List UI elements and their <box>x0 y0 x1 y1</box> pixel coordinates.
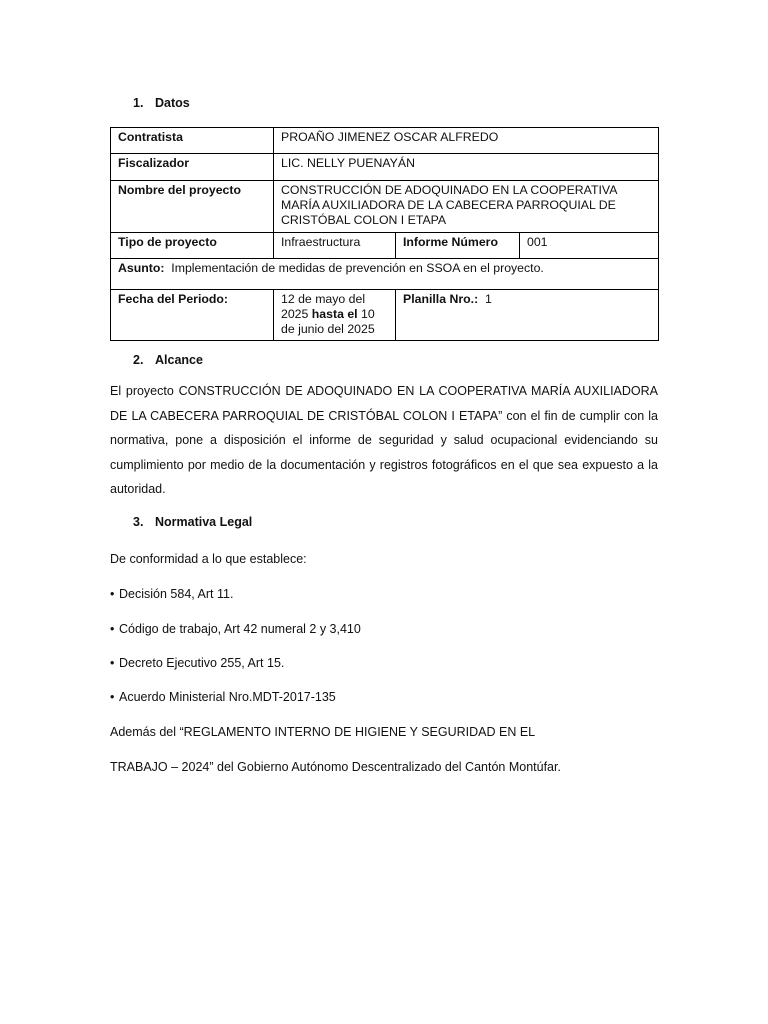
section-number: 3. <box>133 515 144 529</box>
informe-value: 001 <box>520 233 659 259</box>
list-item: Decisión 584, Art 11. <box>119 587 234 601</box>
list-item: Acuerdo Ministerial Nro.MDT-2017-135 <box>119 690 336 704</box>
table-row <box>111 259 659 290</box>
table-row <box>111 181 659 233</box>
section-title: Datos <box>155 96 190 110</box>
table-row <box>111 154 659 181</box>
table-row <box>111 233 659 259</box>
section-heading-datos <box>133 96 190 110</box>
ademas-line-2: TRABAJO – 2024” del Gobierno Autónomo Descentralizado del Cantón Montúfar. <box>110 760 561 774</box>
list-item: Decreto Ejecutivo 255, Art 15. <box>119 656 285 670</box>
fecha-start: 12 de mayo del 2025 <box>281 292 366 321</box>
section-heading-alcance <box>133 353 203 367</box>
fecha-end: 10 de junio del 2025 <box>281 307 375 336</box>
list-item: Código de trabajo, Art 42 numeral 2 y 3,410 <box>119 622 361 636</box>
proyecto-value: CONSTRUCCIÓN DE ADOQUINADO EN LA COOPERATIVA MARÍA AUXILIADORA DE LA CABECERA PARROQUIAL DE CRISTÓBAL COLON I ETAPA <box>274 181 659 233</box>
asunto-value: Implementación de medidas de prevención en SSOA en el proyecto. <box>171 261 544 275</box>
section-title: Alcance <box>155 353 203 367</box>
asunto-label: Asunto: <box>118 261 165 275</box>
planilla-label: Planilla Nro.: <box>403 292 479 306</box>
tipo-value: Infraestructura <box>274 233 396 259</box>
section-number: 1. <box>133 96 144 110</box>
ademas-line-1: Además del “REGLAMENTO INTERNO DE HIGIENE Y SEGURIDAD EN EL <box>110 725 536 739</box>
table-row <box>111 290 659 341</box>
normativa-item <box>110 622 361 636</box>
table-row <box>111 128 659 154</box>
normativa-item <box>110 587 233 601</box>
fecha-value <box>274 290 396 341</box>
planilla-value: 1 <box>485 292 492 306</box>
normativa-item <box>110 656 284 670</box>
proyecto-label: Nombre del proyecto <box>111 181 274 233</box>
contratista-value: PROAÑO JIMENEZ OSCAR ALFREDO <box>274 128 659 154</box>
asunto-cell <box>111 259 659 290</box>
alcance-paragraph: El proyecto CONSTRUCCIÓN DE ADOQUINADO EN LA COOPERATIVA MARÍA AUXILIADORA DE LA CABECERA PARROQUIAL DE CRISTÓBAL COLON I ETAPA” con el fin de cumplir con la normativa, pone a disposición el informe de seguridad y salud ocupacional evidenciando su cumplimiento por medio de la documentación y registros fotográficos en el que sea expuesto a la autoridad. <box>110 384 658 496</box>
contratista-label: Contratista <box>111 128 274 154</box>
tipo-label: Tipo de proyecto <box>111 233 274 259</box>
informe-label: Informe Número <box>396 233 520 259</box>
section-title: Normativa Legal <box>155 515 253 529</box>
project-data-table <box>110 127 659 341</box>
section-number: 2. <box>133 353 144 367</box>
normativa-intro: De conformidad a lo que establece: <box>110 552 307 566</box>
section-heading-normativa <box>133 515 252 529</box>
planilla-cell <box>396 290 659 341</box>
fiscalizador-label: Fiscalizador <box>111 154 274 181</box>
normativa-item <box>110 690 336 704</box>
fecha-hasta: hasta el <box>311 307 358 321</box>
fecha-label: Fecha del Periodo: <box>111 290 274 341</box>
fiscalizador-value: LIC. NELLY PUENAYÁN <box>274 154 659 181</box>
